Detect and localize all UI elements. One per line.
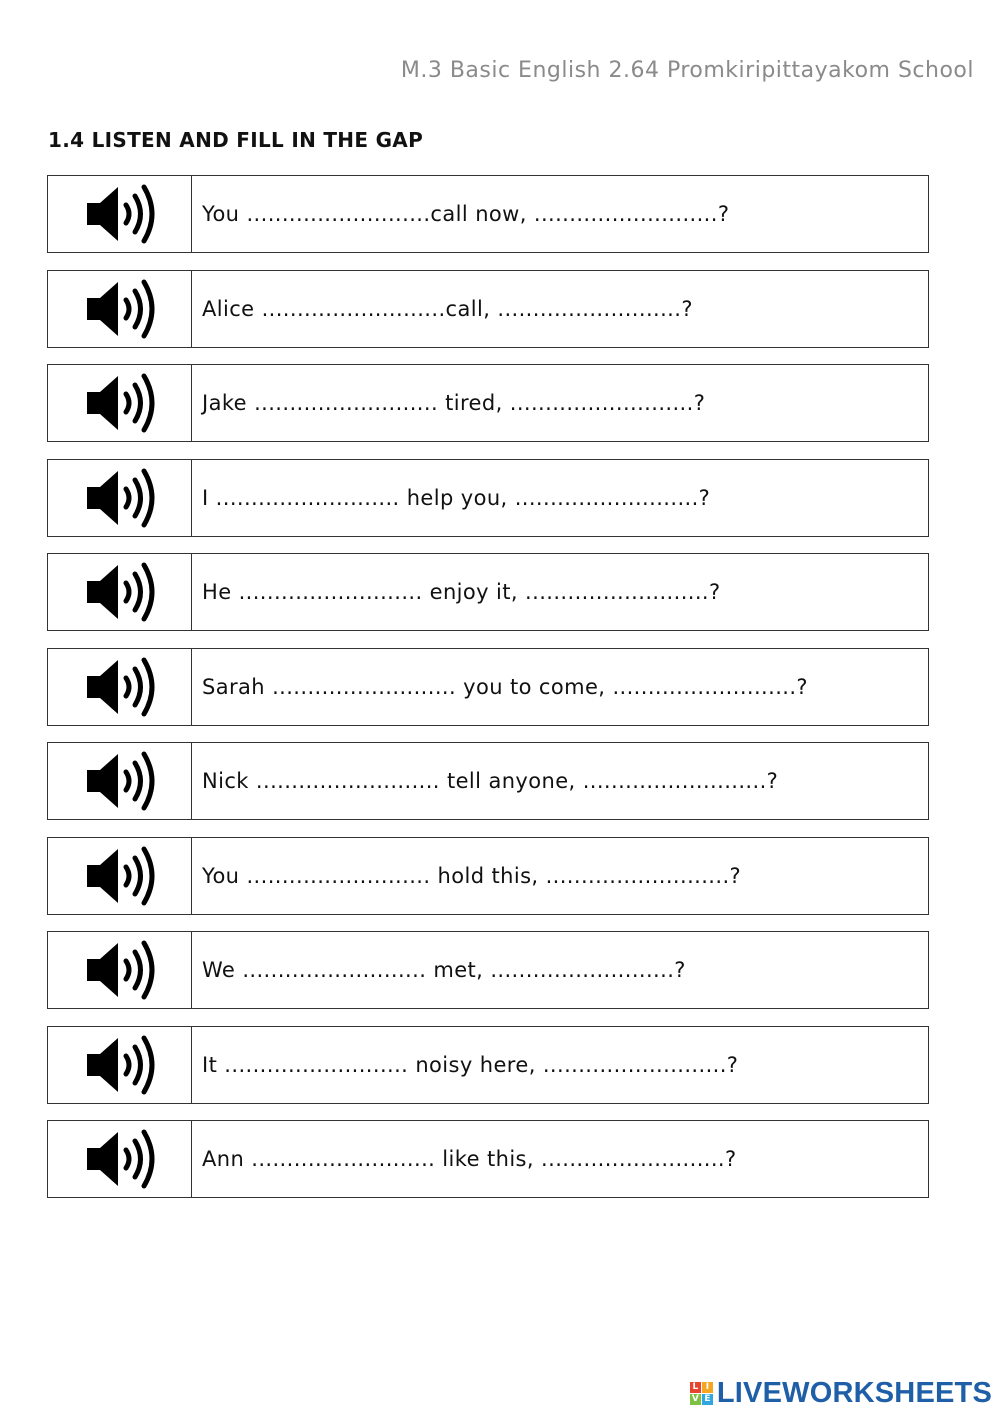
logo-letter: E xyxy=(702,1394,713,1405)
sentence-text: You ..........................call now, ..........................? xyxy=(202,202,730,226)
section-title: 1.4 LISTEN AND FILL IN THE GAP xyxy=(48,128,424,152)
liveworksheets-logo xyxy=(690,1377,992,1410)
logo-letter: V xyxy=(690,1394,701,1405)
exercise-row xyxy=(47,553,929,631)
play-audio-button[interactable] xyxy=(48,649,192,725)
speaker-volume-icon xyxy=(84,368,156,438)
sentence-text: Ann .......................... like this, ..........................? xyxy=(202,1147,737,1171)
header-school-line: M.3 Basic English 2.64 Promkiripittayakom School xyxy=(400,58,974,83)
sentence-text: Sarah .......................... you to come, ..........................? xyxy=(202,674,808,699)
logo-letter: I xyxy=(702,1382,713,1393)
exercise-row xyxy=(47,364,929,442)
play-audio-button[interactable] xyxy=(48,365,192,441)
play-audio-button[interactable] xyxy=(48,838,192,914)
sentence-text: Jake .......................... tired, ..........................? xyxy=(202,391,706,415)
play-audio-button[interactable] xyxy=(48,176,192,252)
play-audio-button[interactable] xyxy=(48,271,192,347)
exercise-row xyxy=(47,1026,929,1104)
speaker-volume-icon xyxy=(84,935,156,1005)
play-audio-button[interactable] xyxy=(48,554,192,630)
exercise-row xyxy=(47,648,929,726)
exercise-row xyxy=(47,837,929,915)
play-audio-button[interactable] xyxy=(48,743,192,819)
exercise-row xyxy=(47,175,929,253)
speaker-volume-icon xyxy=(84,557,156,627)
sentence-text: I .......................... help you, ..........................? xyxy=(202,485,711,510)
play-audio-button[interactable] xyxy=(48,932,192,1008)
exercise-row xyxy=(47,1120,929,1198)
sentence-text: He .......................... enjoy it, ..........................? xyxy=(202,580,721,604)
logo-text: LIVEWORKSHEETS xyxy=(716,1377,992,1409)
sentence-text: We .......................... met, ..........................? xyxy=(202,958,686,982)
sentence-text: It .......................... noisy here, ..........................? xyxy=(202,1052,739,1077)
speaker-volume-icon xyxy=(84,652,156,722)
speaker-volume-icon xyxy=(84,463,156,533)
play-audio-button[interactable] xyxy=(48,1121,192,1197)
speaker-volume-icon xyxy=(84,179,156,249)
play-audio-button[interactable] xyxy=(48,460,192,536)
exercise-row xyxy=(47,459,929,537)
logo-letter: L xyxy=(690,1382,701,1393)
sentence-text: You .......................... hold this, ..........................? xyxy=(202,863,742,888)
sentence-text: Nick .......................... tell anyone, ..........................? xyxy=(202,769,779,793)
play-audio-button[interactable] xyxy=(48,1027,192,1103)
sentence-text: Alice ..........................call, ..........................? xyxy=(202,296,693,321)
speaker-volume-icon xyxy=(84,841,156,911)
speaker-volume-icon xyxy=(84,746,156,816)
speaker-volume-icon xyxy=(84,274,156,344)
logo-mark-icon xyxy=(690,1382,713,1405)
speaker-volume-icon xyxy=(84,1030,156,1100)
exercise-list xyxy=(47,175,929,1215)
exercise-row xyxy=(47,270,929,348)
exercise-row xyxy=(47,931,929,1009)
speaker-volume-icon xyxy=(84,1124,156,1194)
exercise-row xyxy=(47,742,929,820)
